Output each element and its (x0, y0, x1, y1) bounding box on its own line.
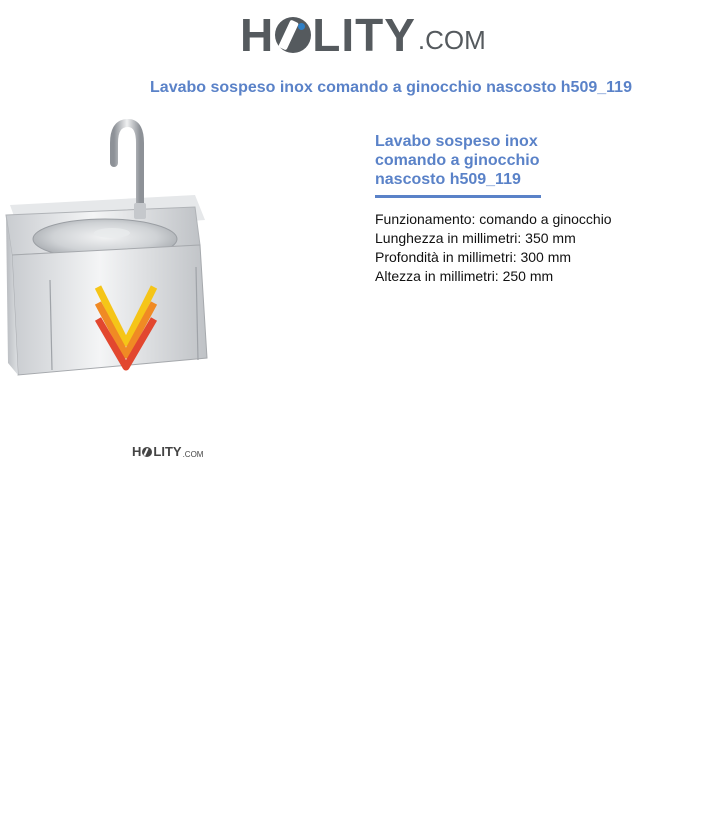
spec-item: Funzionamento: comando a ginocchio (375, 211, 612, 227)
logo-o-icon (275, 17, 311, 53)
spec-list (375, 210, 675, 286)
logo-domain: .COM (417, 25, 486, 55)
spec-item: Lunghezza in millimetri: 350 mm (375, 230, 576, 246)
logo-o-icon (142, 447, 152, 457)
product-image (0, 115, 215, 395)
product-title: Lavabo sospeso inox comando a ginocchio nascosto h509_119 (375, 133, 540, 188)
page-title: Lavabo sospeso inox comando a ginocchio nascosto h509_119 (150, 79, 632, 96)
title-divider (375, 195, 541, 198)
spec-item: Profondità in millimetri: 300 mm (375, 249, 572, 265)
logo-wordmark: H LITY (240, 9, 416, 61)
site-logo[interactable] (240, 9, 486, 61)
sink-icon (0, 115, 215, 395)
image-watermark-logo: H LITY .COM (132, 444, 204, 459)
product-info (375, 132, 675, 286)
spec-item: Altezza in millimetri: 250 mm (375, 268, 554, 284)
